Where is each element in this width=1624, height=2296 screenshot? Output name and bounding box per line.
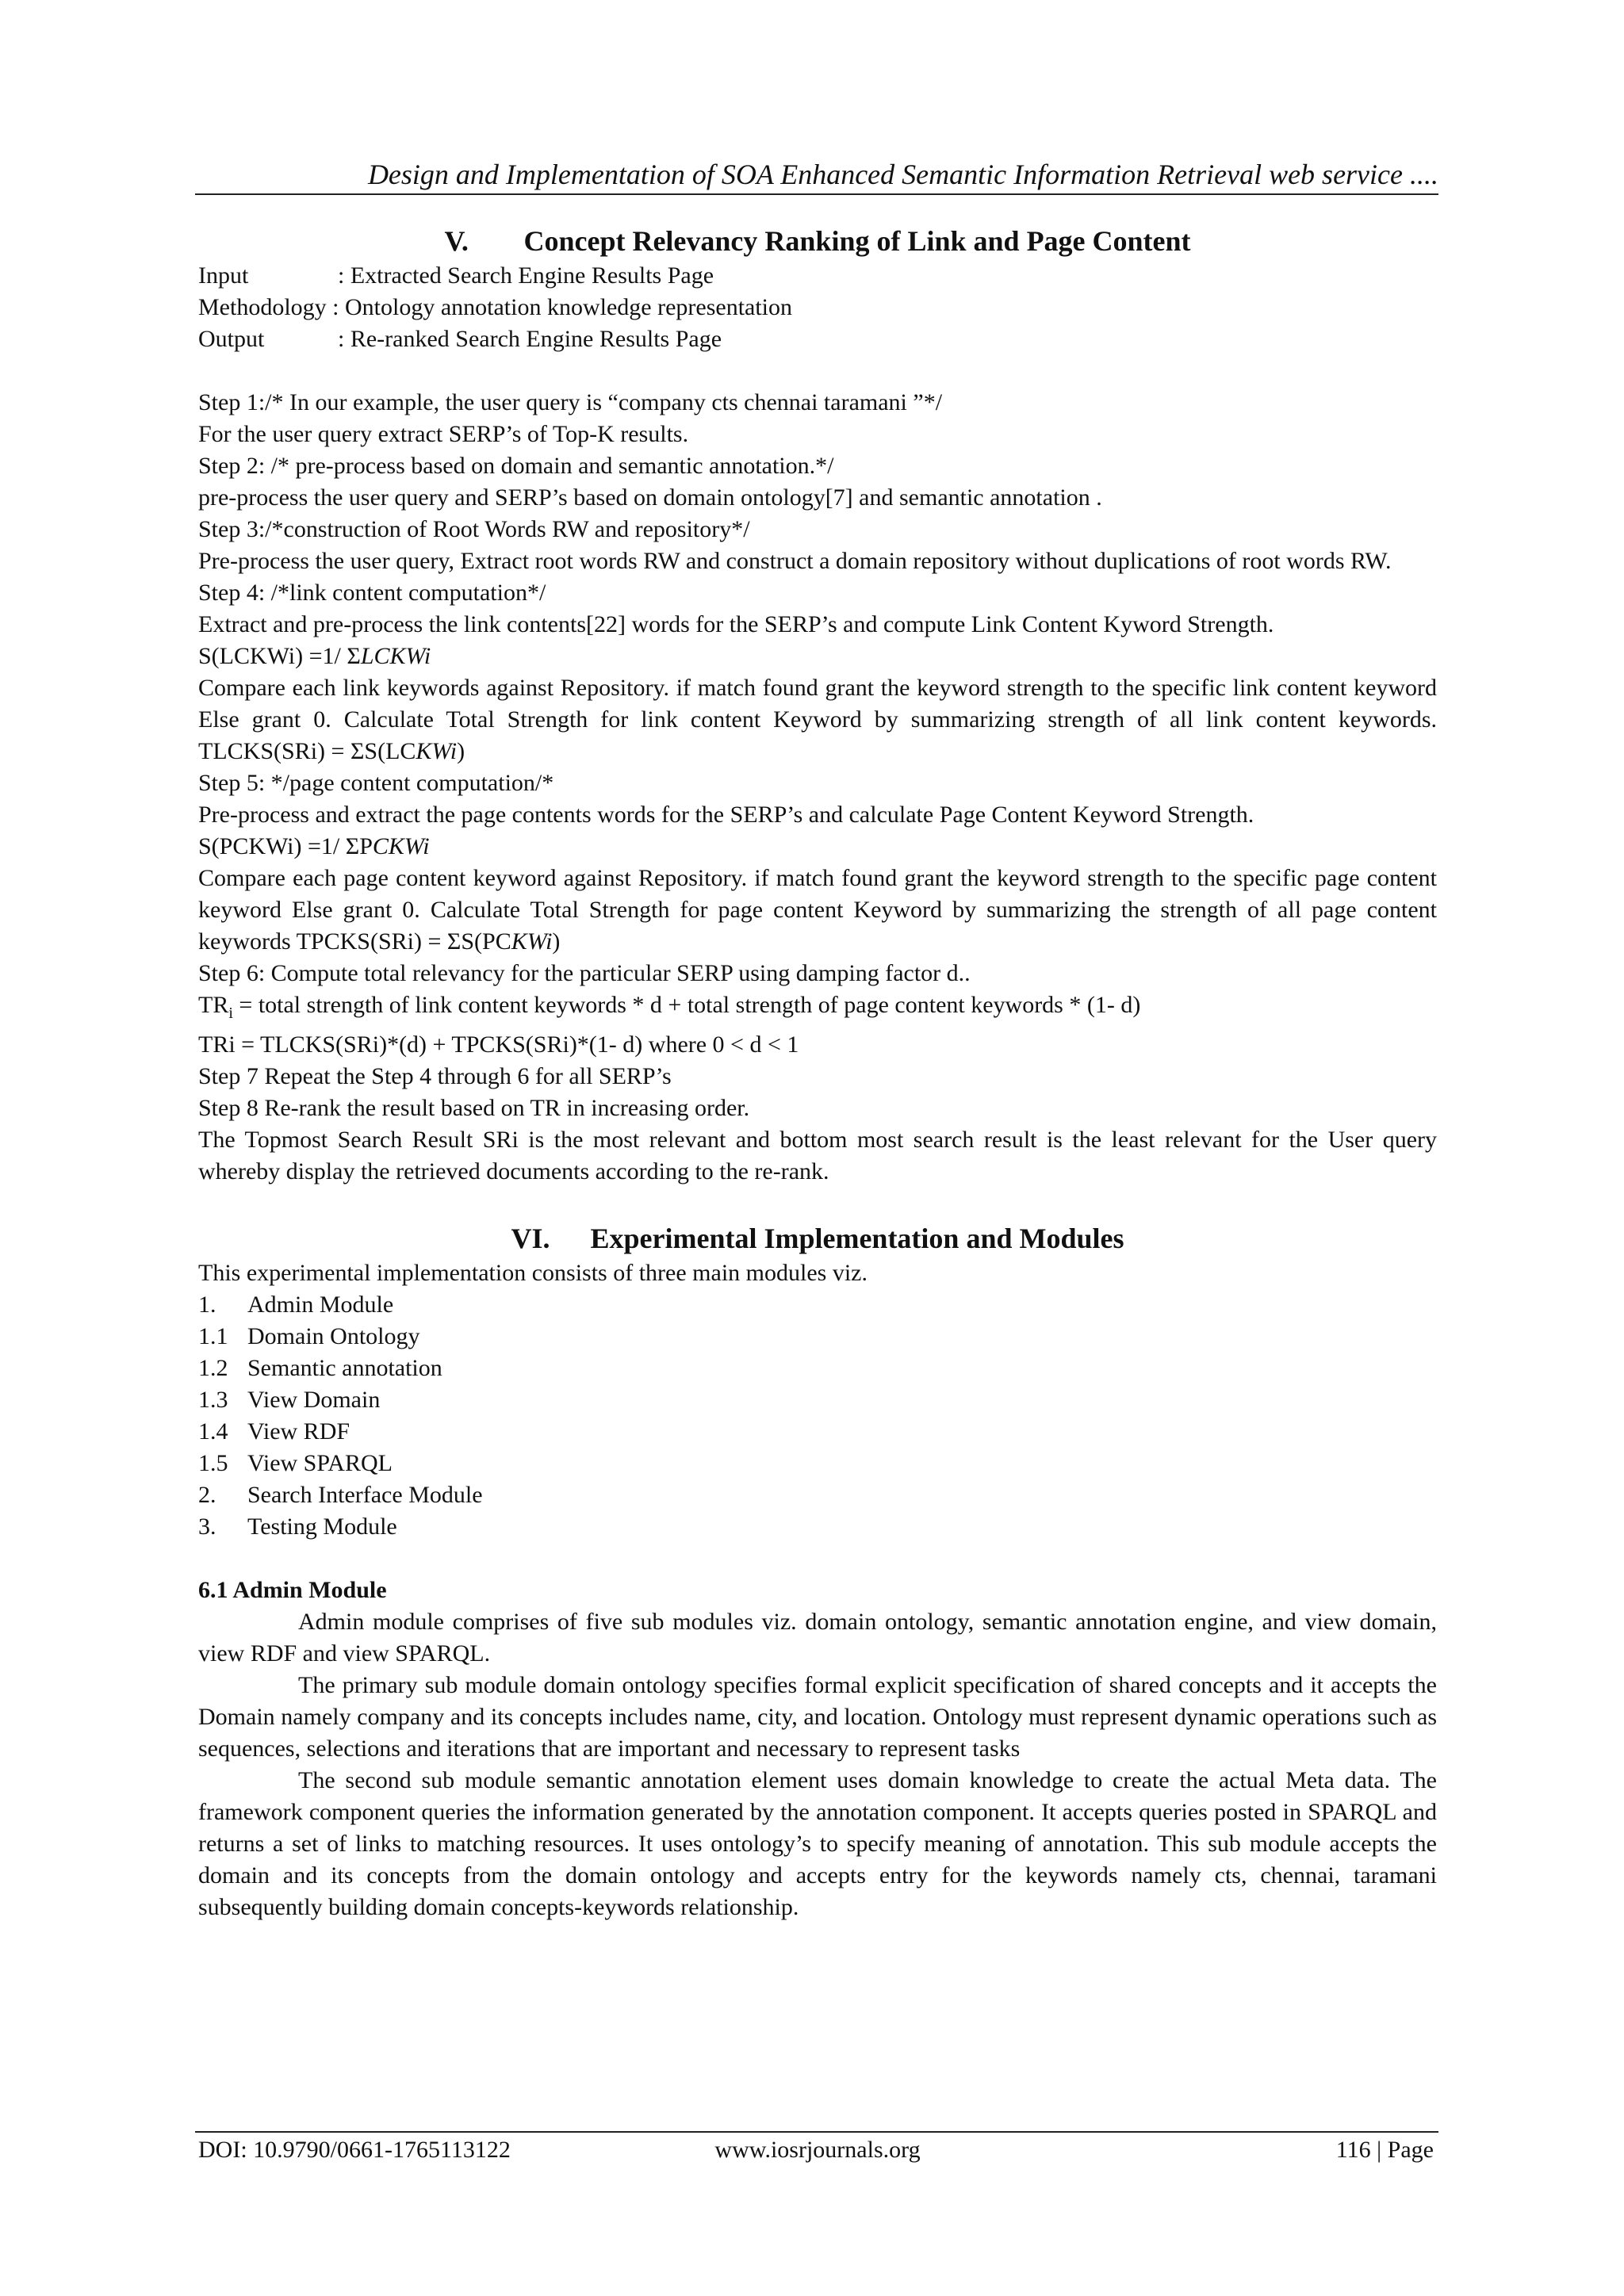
step-7-line: Step 7 Repeat the Step 4 through 6 for all SERP’s (198, 1063, 672, 1089)
section-title: Experimental Implementation and Modules (590, 1223, 1124, 1254)
tr-definition: $TR_i$ = total strength of link content keywords * d + total strength of page content keywords * (1- d) (198, 992, 1141, 1022)
paragraph-root-words: Pre-process the user query, Extract root words RW and construct a domain repository without duplications of root words RW. (198, 548, 1392, 574)
list-item: 2. Search Interface Module (198, 1482, 483, 1508)
list-item: 1. Admin Module (198, 1292, 394, 1318)
footer-rule (195, 2131, 1438, 2133)
paragraph-compare-page: Compare each page content keyword against Repository. if match found grant the keyword strength to the specific page content keyword Else grant 0. Calculate Total Strength for page content Keyword by summarizing the strength of all page content keywords TPCKS(SRi) = ΣS(PCKWi) (198, 865, 1437, 955)
list-item: 1.4 View RDF (198, 1418, 350, 1445)
paragraph-page-content: Pre-process and extract the page contents words for the SERP’s and calculate Page Content Keyword Strength. (198, 802, 1254, 828)
step-8-line: Step 8 Re-rank the result based on TR in increasing order. (198, 1095, 750, 1121)
input-line (198, 260, 1437, 292)
step-line: For the user query extract SERP’s of Top-K results. (198, 421, 689, 447)
subsection-heading: 6.1 Admin Module (198, 1577, 387, 1603)
output-label: Output (198, 326, 265, 352)
spacer (198, 355, 1437, 387)
header-rule (195, 193, 1438, 195)
paragraph-link-content: Extract and pre-process the link contents[22] words for the SERP’s and compute Link Content Kyword Strength. (198, 611, 1274, 637)
paragraph-admin-1: Admin module comprises of five sub modules viz. domain ontology, semantic annotation engine, and view domain, view RDF and view SPARQL. (198, 1609, 1437, 1667)
section-6-heading (198, 1219, 1437, 1257)
section-5-heading (198, 222, 1437, 260)
list-item: 3. Testing Module (198, 1513, 397, 1540)
step-6-line: Step 6: Compute total relevancy for the particular SERP using damping factor d.. (198, 960, 971, 986)
list-item: 1.3 View Domain (198, 1387, 381, 1413)
methodology-text: Methodology : Ontology annotation knowledge representation (198, 294, 793, 320)
module-list (198, 1289, 1437, 1543)
step-4-line: Step 4: /*link content computation*/ (198, 580, 546, 606)
footer-site: www.iosrjournals.org (714, 2137, 921, 2163)
step-line: Step 3:/*construction of Root Words RW and repository*/ (198, 516, 750, 542)
methodology-line (198, 292, 1437, 323)
output-value: : Re-ranked Search Engine Results Page (338, 326, 722, 352)
running-header: Design and Implementation of SOA Enhanced Semantic Information Retrieval web service .... (367, 159, 1438, 190)
paragraph-compare-link: Compare each link keywords against Repository. if match found grant the keyword strength to the specific link content keyword Else grant 0. Calculate Total Strength for link content Keyword by summarizing strength of all link content keywords. TLCKS(SRi) = ΣS(LCKWi) (198, 675, 1437, 764)
input-value: : Extracted Search Engine Results Page (338, 262, 714, 289)
tr-formula: TRi = TLCKS(SRi)*(d) + TPCKS(SRi)*(1- d) where 0 < d < 1 (198, 1031, 799, 1058)
footer-doi: DOI: 10.9790/0661-1765113122 (198, 2137, 511, 2163)
footer-page-number: 116 | Page (1335, 2137, 1434, 2163)
section-title: Concept Relevancy Ranking of Link and Page Content (523, 225, 1191, 257)
main-content (198, 222, 1437, 1923)
formula-lckw: S(LCKWi) =1/ ΣLCKWi (198, 643, 431, 669)
section-number: V. (444, 225, 469, 257)
spacer (198, 1188, 1437, 1219)
step-line: Step 2: /* pre-process based on domain and semantic annotation.*/ (198, 453, 834, 479)
list-item: 1.5 View SPARQL (198, 1450, 393, 1476)
paragraph-admin-2: The primary sub module domain ontology specifies formal explicit specification of shared concepts and it accepts the Domain namely company and its concepts includes name, city, and location. Ontology must represent dynamic operations such as sequences, selections and iterations that are important and necessary to represent tasks (198, 1672, 1437, 1762)
paragraph-admin-3: The second sub module semantic annotation element uses domain knowledge to create the actual Meta data. The framework component queries the information generated by the annotation component. It accepts queries posted in SPARQL and returns a set of links to matching resources. It uses ontology’s to specify meaning of annotation. This sub module accepts the domain and its concepts from the domain ontology and accepts entry for the keywords namely cts, chennai, taramani subsequently building domain concepts-keywords relationship. (198, 1767, 1437, 1920)
formula-pckw: S(PCKWi) =1/ ΣPCKWi (198, 833, 430, 859)
input-label: Input (198, 262, 249, 289)
output-line (198, 323, 1437, 355)
paragraph-topmost: The Topmost Search Result SRi is the most relevant and bottom most search result is the least relevant for the User query whereby display the retrieved documents according to the re-rank. (198, 1127, 1437, 1184)
list-item: 1.1 Domain Ontology (198, 1323, 420, 1349)
section-6-intro: This experimental implementation consists of three main modules viz. (198, 1260, 868, 1286)
list-item: 1.2 Semantic annotation (198, 1355, 442, 1381)
step-line: pre-process the user query and SERP’s based on domain ontology[7] and semantic annotation . (198, 484, 1102, 511)
step-5-line: Step 5: */page content computation/* (198, 770, 554, 796)
section-number: VI. (511, 1223, 550, 1254)
step-line: Step 1:/* In our example, the user query is “company cts chennai taramani ”*/ (198, 389, 943, 415)
